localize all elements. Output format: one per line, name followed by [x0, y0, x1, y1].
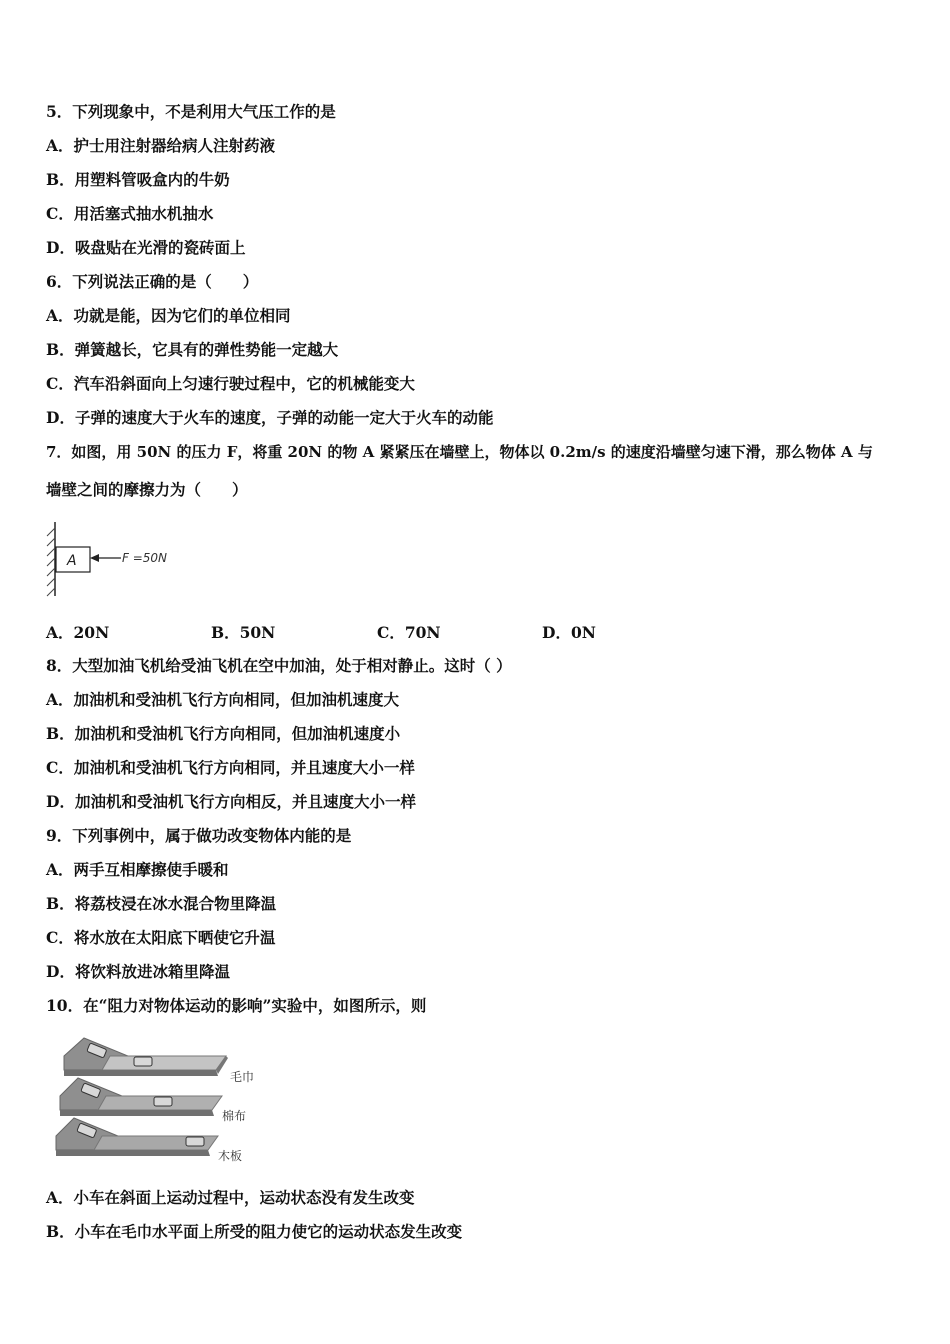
- ramp-label-wood: 木板: [218, 1149, 243, 1163]
- ramp-wood: [56, 1118, 242, 1163]
- q5-option-c: C．用活塞式抽水机抽水: [46, 204, 214, 223]
- q9-option-d: D．将饮料放进冰箱里降温: [46, 962, 230, 981]
- q9-option-a: A．两手互相摩擦使手暖和: [46, 860, 229, 879]
- ramp-label-towel: 毛巾: [230, 1070, 255, 1084]
- block-a-label: A: [67, 553, 77, 569]
- q7-stem-line2: 墙壁之间的摩擦力为（ ）: [46, 480, 248, 499]
- q8-option-c: C．加油机和受油机飞行方向相同，并且速度大小一样: [46, 758, 415, 777]
- arrow-head-icon: [90, 554, 99, 562]
- q9-option-c: C．将水放在太阳底下晒使它升温: [46, 928, 276, 947]
- q8-option-a: A．加油机和受油机飞行方向相同，但加油机速度大: [46, 690, 400, 709]
- q5-option-a: A．护士用注射器给病人注射药液: [46, 136, 276, 155]
- q7-option-d: D．0N: [542, 623, 596, 642]
- q7-stem-line1: 7．如图，用 50N 的压力 F，将重 20N 的物 A 紧紧压在墙壁上，物体以 0.2m/s 的速度沿墙壁匀速下滑，那么物体 A 与: [46, 443, 873, 461]
- cart-icon: [134, 1057, 152, 1066]
- ramp-label-cotton: 棉布: [222, 1109, 247, 1123]
- q7-options: [46, 621, 646, 643]
- q5-stem: 5．下列现象中，不是利用大气压工作的是: [46, 102, 336, 121]
- q7-option-b: B．50N: [211, 623, 276, 642]
- q9-stem: 9．下列事例中，属于做功改变物体内能的是: [46, 826, 352, 845]
- ramp-towel: [64, 1038, 254, 1084]
- q6-option-c: C．汽车沿斜面向上匀速行驶过程中，它的机械能变大: [46, 374, 415, 393]
- q10-option-b: B．小车在毛巾水平面上所受的阻力使它的运动状态发生改变: [46, 1222, 463, 1241]
- q7-option-c: C．70N: [377, 623, 441, 642]
- q5-option-b: B．用塑料管吸盒内的牛奶: [46, 170, 230, 189]
- cart-icon: [186, 1137, 204, 1146]
- q5-option-d: D．吸盘贴在光滑的瓷砖面上: [46, 238, 246, 257]
- q10-option-a: A．小车在斜面上运动过程中，运动状态没有发生改变: [46, 1188, 415, 1207]
- force-label: F =50N: [122, 551, 168, 565]
- q9-option-b: B．将荔枝浸在冰水混合物里降温: [46, 894, 277, 913]
- cart-icon: [154, 1097, 172, 1106]
- ramp-cotton: [60, 1078, 246, 1123]
- q6-option-d: D．子弹的速度大于火车的速度，子弹的动能一定大于火车的动能: [46, 408, 494, 427]
- q10-stem: 10．在“阻力对物体运动的影响”实验中，如图所示，则: [46, 996, 427, 1015]
- q6-option-b: B．弹簧越长，它具有的弹性势能一定越大: [46, 340, 339, 359]
- q6-option-a: A．功就是能，因为它们的单位相同: [46, 306, 291, 325]
- q7-option-a: A．20N: [46, 623, 110, 642]
- q8-stem: 8．大型加油飞机给受油飞机在空中加油，处于相对静止。这时（ ）: [46, 656, 512, 675]
- q8-option-d: D．加油机和受油机飞行方向相反，并且速度大小一样: [46, 792, 416, 811]
- q7-wall-figure: [44, 520, 194, 600]
- q6-stem: 6．下列说法正确的是（ ）: [46, 272, 259, 291]
- q10-ramps-figure: [50, 1034, 270, 1168]
- q8-option-b: B．加油机和受油机飞行方向相同，但加油机速度小: [46, 724, 401, 743]
